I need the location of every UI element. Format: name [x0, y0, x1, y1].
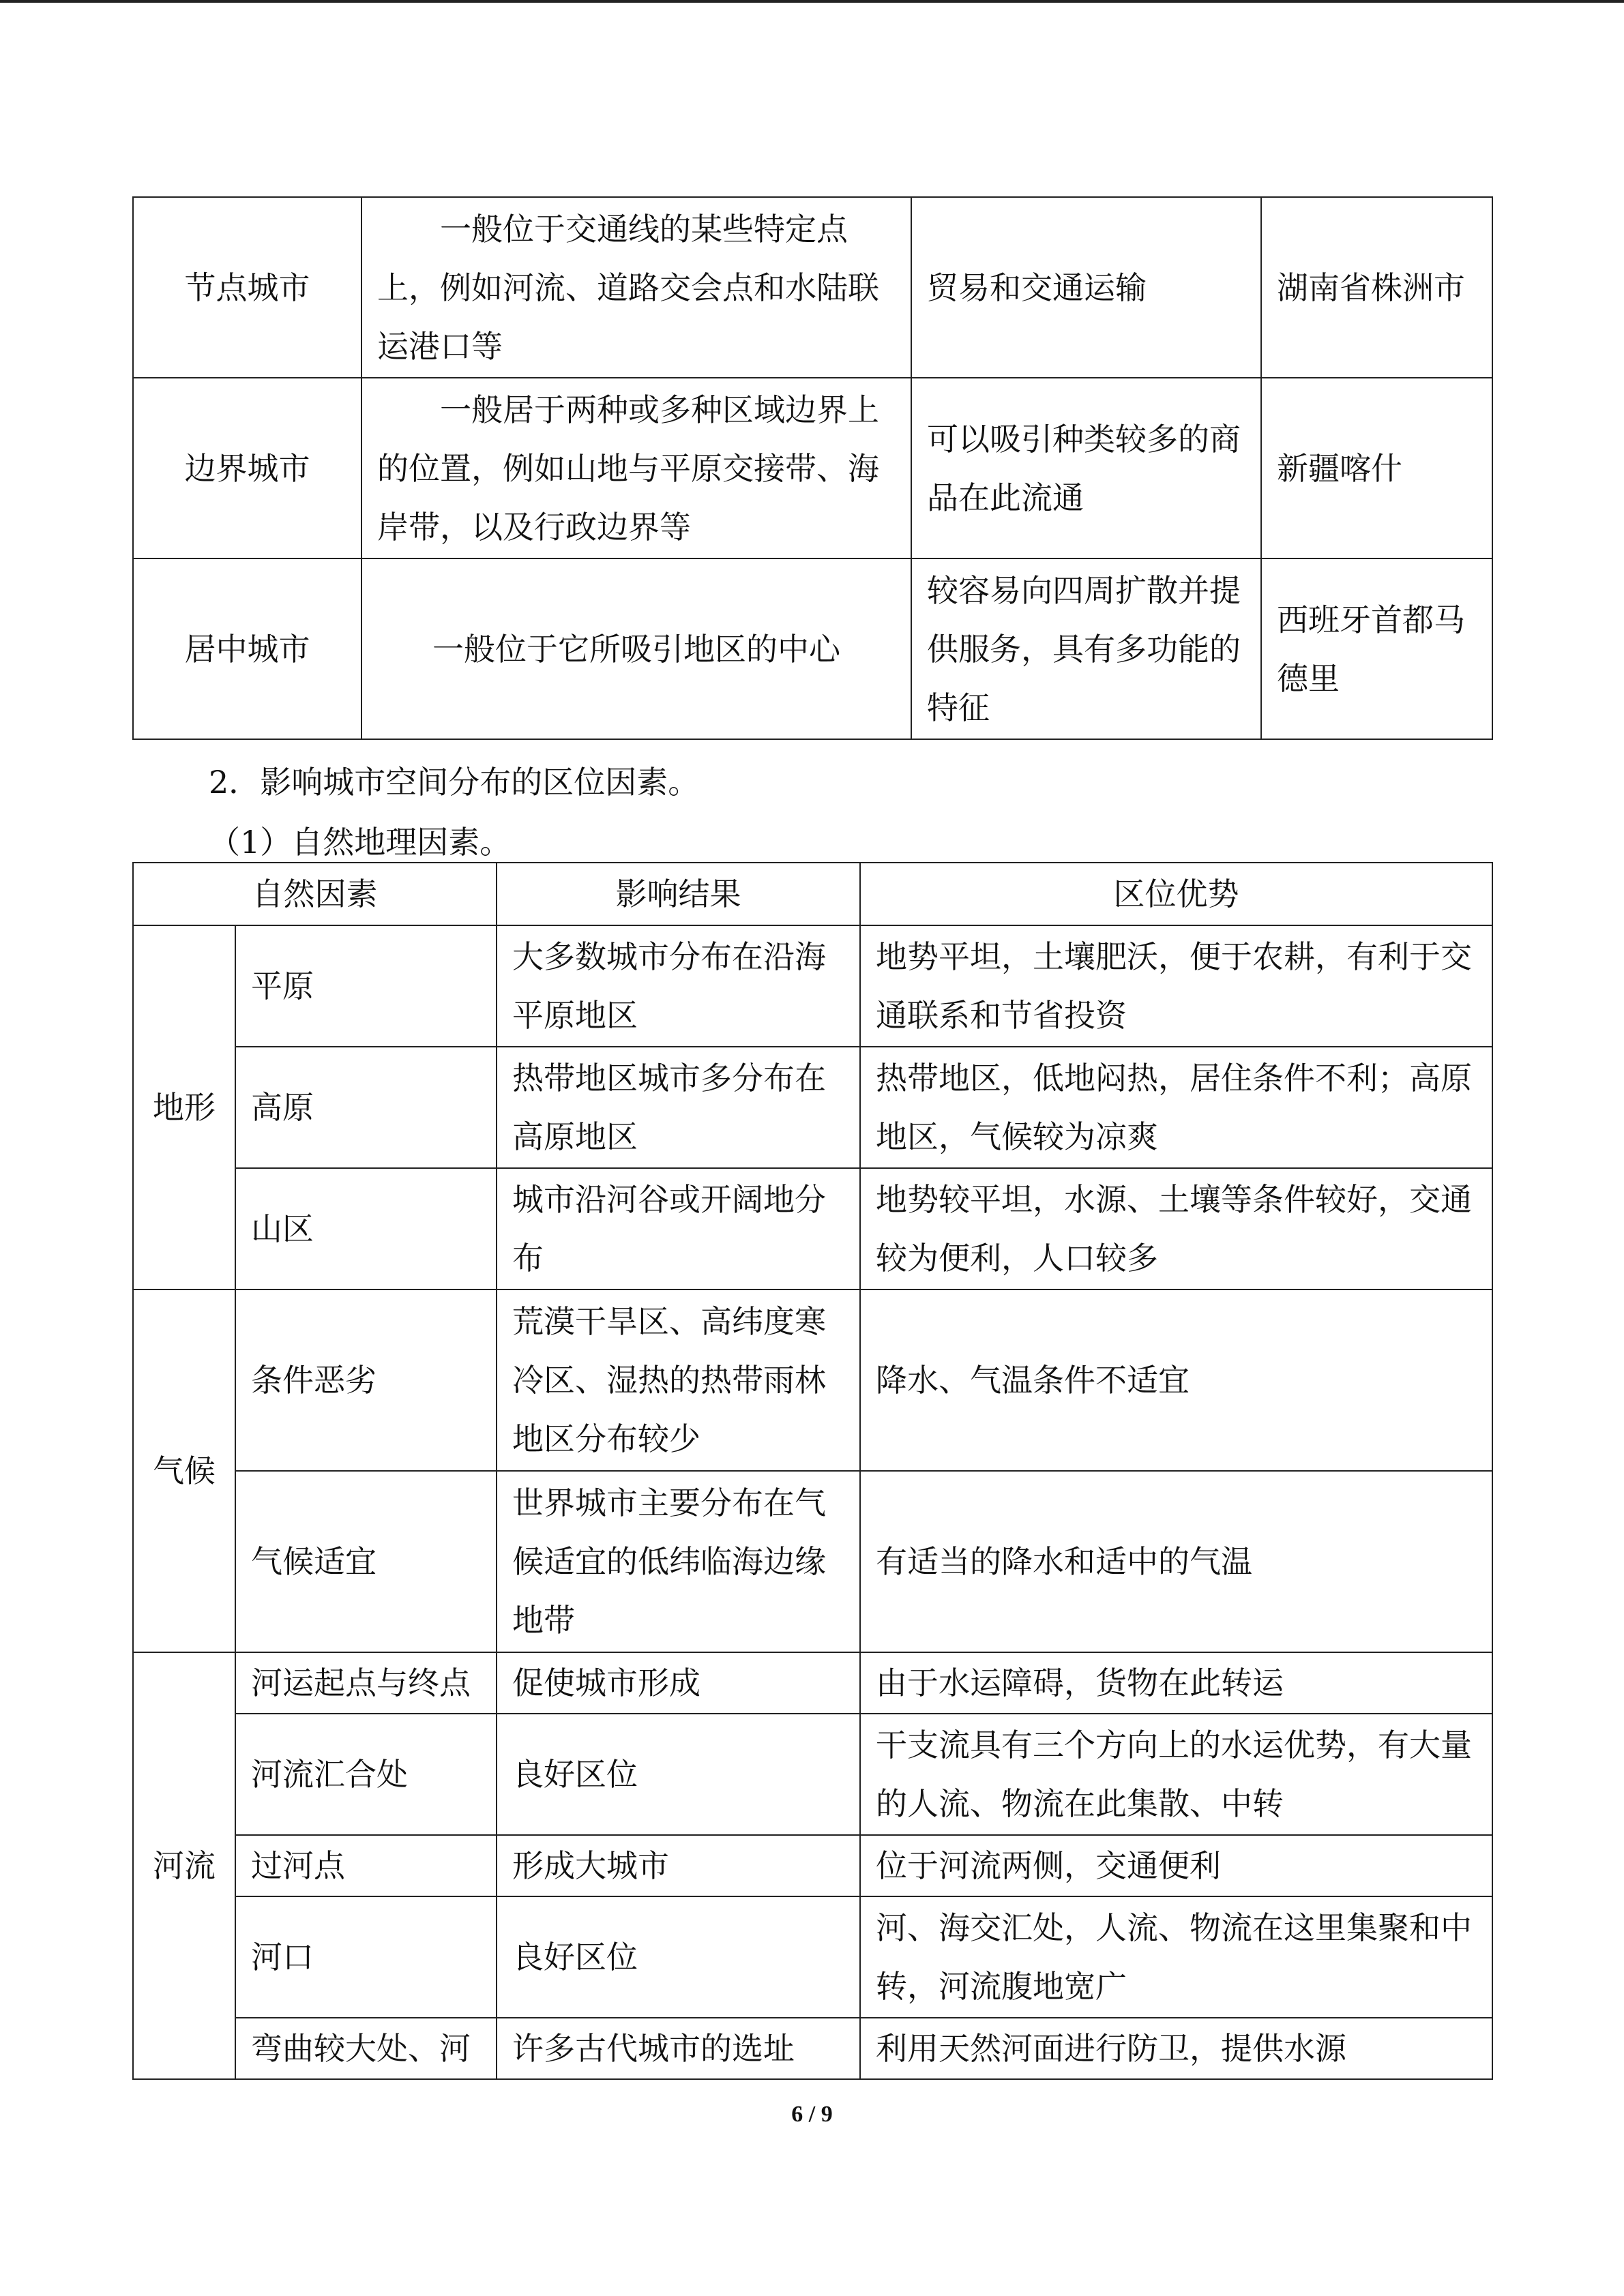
sub-factor: 气候适宜 [235, 1471, 497, 1652]
sub-factor: 平原 [235, 925, 497, 1047]
advantage-cell: 有适当的降水和适中的气温 [860, 1471, 1492, 1652]
city-type-name: 边界城市 [133, 378, 361, 558]
table-row [133, 925, 1492, 1047]
header-result: 影响结果 [497, 863, 860, 925]
sub-factor: 河口 [235, 1896, 497, 2018]
result-cell: 世界城市主要分布在气候适宜的低纬临海边缘地带 [497, 1471, 860, 1652]
city-type-example: 西班牙首都马德里 [1261, 558, 1492, 739]
table-header-row [133, 863, 1492, 925]
natural-factors-table [132, 862, 1493, 2080]
city-type-location: 一般位于它所吸引地区的中心 [361, 558, 911, 739]
table-row [133, 1047, 1492, 1168]
advantage-cell: 降水、气温条件不适宜 [860, 1289, 1492, 1471]
result-cell: 良好区位 [497, 1896, 860, 2018]
sub-factor: 弯曲较大处、河 [235, 2018, 497, 2079]
header-advantage: 区位优势 [860, 863, 1492, 925]
city-type-function: 可以吸引种类较多的商品在此流通 [911, 378, 1261, 558]
advantage-cell: 地势较平坦，水源、土壤等条件较好，交通较为便利，人口较多 [860, 1168, 1492, 1289]
city-type-example: 湖南省株洲市 [1261, 197, 1492, 378]
sub-factor: 河运起点与终点 [235, 1652, 497, 1714]
section-heading-2-1: （1）自然地理因素。 [209, 824, 512, 861]
table-row [133, 1471, 1492, 1652]
advantage-cell: 热带地区，低地闷热，居住条件不利；高原地区，气候较为凉爽 [860, 1047, 1492, 1168]
city-type-name: 居中城市 [133, 558, 361, 739]
table-row [133, 1168, 1492, 1289]
result-cell: 荒漠干旱区、高纬度寒冷区、湿热的热带雨林地区分布较少 [497, 1289, 860, 1471]
result-cell: 形成大城市 [497, 1835, 860, 1896]
group-label-river: 河流 [133, 1652, 235, 2079]
result-cell: 良好区位 [497, 1714, 860, 1835]
section-heading-2: 2．影响城市空间分布的区位因素。 [209, 764, 700, 801]
page-number: 6 / 9 [791, 2102, 833, 2127]
result-cell: 许多古代城市的选址 [497, 2018, 860, 2079]
advantage-cell: 干支流具有三个方向上的水运优势，有大量的人流、物流在此集散、中转 [860, 1714, 1492, 1835]
table-row [133, 1714, 1492, 1835]
city-type-table [132, 196, 1493, 740]
sub-factor: 高原 [235, 1047, 497, 1168]
result-cell: 城市沿河谷或开阔地分布 [497, 1168, 860, 1289]
city-type-location: 一般居于两种或多种区域边界上的位置，例如山地与平原交接带、海岸带，以及行政边界等 [361, 378, 911, 558]
group-label-climate: 气候 [133, 1289, 235, 1652]
table-row [133, 2018, 1492, 2079]
page-top-border [0, 0, 1624, 3]
table-row [133, 1835, 1492, 1896]
sub-factor: 条件恶劣 [235, 1289, 497, 1471]
table-row [133, 1896, 1492, 2018]
sub-factor: 山区 [235, 1168, 497, 1289]
result-cell: 大多数城市分布在沿海平原地区 [497, 925, 860, 1047]
table-row [133, 197, 1492, 378]
city-type-location: 一般位于交通线的某些特定点上，例如河流、道路交会点和水陆联运港口等 [361, 197, 911, 378]
city-type-function: 贸易和交通运输 [911, 197, 1261, 378]
advantage-cell: 地势平坦，土壤肥沃，便于农耕，有利于交通联系和节省投资 [860, 925, 1492, 1047]
sub-factor: 过河点 [235, 1835, 497, 1896]
table-row [133, 558, 1492, 739]
advantage-cell: 位于河流两侧，交通便利 [860, 1835, 1492, 1896]
advantage-cell: 利用天然河面进行防卫，提供水源 [860, 2018, 1492, 2079]
sub-factor: 河流汇合处 [235, 1714, 497, 1835]
city-type-example: 新疆喀什 [1261, 378, 1492, 558]
result-cell: 热带地区城市多分布在高原地区 [497, 1047, 860, 1168]
group-label-terrain: 地形 [133, 925, 235, 1289]
table-row [133, 378, 1492, 558]
city-type-name: 节点城市 [133, 197, 361, 378]
result-cell: 促使城市形成 [497, 1652, 860, 1714]
advantage-cell: 由于水运障碍，货物在此转运 [860, 1652, 1492, 1714]
city-type-function: 较容易向四周扩散并提供服务，具有多功能的特征 [911, 558, 1261, 739]
table-row [133, 1652, 1492, 1714]
advantage-cell: 河、海交汇处，人流、物流在这里集聚和中转，河流腹地宽广 [860, 1896, 1492, 2018]
table-row [133, 1289, 1492, 1471]
header-natural-factor: 自然因素 [133, 863, 497, 925]
